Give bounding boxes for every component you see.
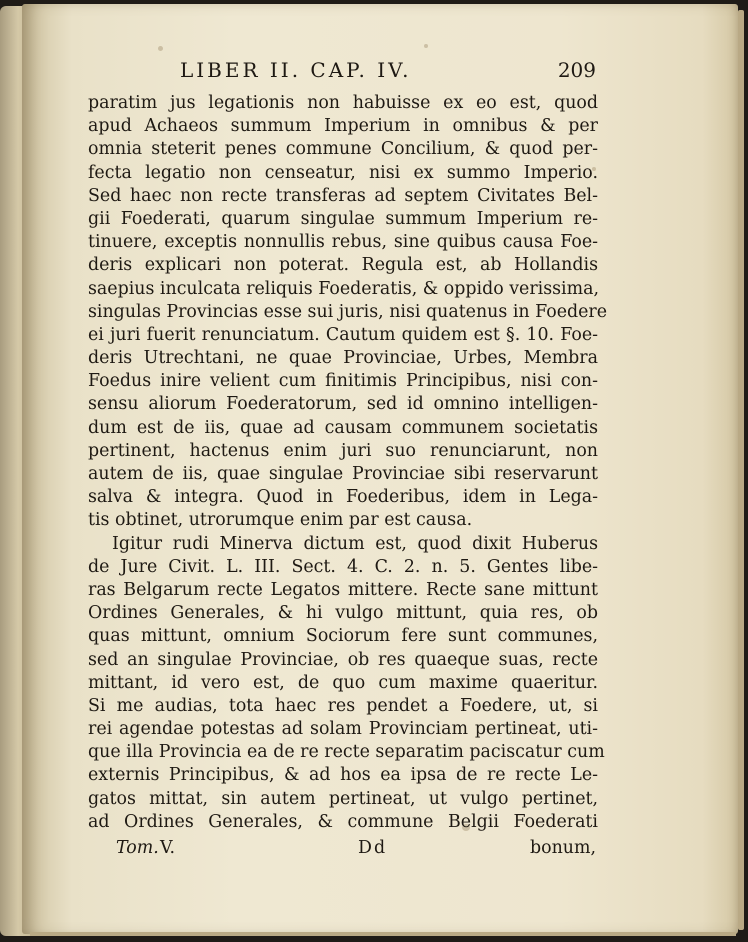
text-line: ad Ordines Generales, & commune Belgii Foederati [88,811,598,832]
page-footer [88,838,598,864]
text-line: rei agendae potestas ad solam Provinciam pertineat, uti- [88,719,598,740]
volume-signature: Tom. [116,838,159,858]
text-line: gatos mittat, sin autem pertineat, ut vulgo pertinet, [88,788,598,809]
text-line: gii Foederati, quarum singulae summum Imperium re- [88,208,598,229]
foxing-spot [424,44,428,48]
text-line: autem de iis, quae singulae Provinciae sibi reservarunt [88,464,598,484]
text-line: ras Belgarum recte Legatos mittere. Recte sane mittunt [88,579,598,600]
text-line: ei juri fuerit renunciatum. Cautum quidem est §. 10. Foe- [88,324,598,345]
text-line: fecta legatio non censeatur, nisi ex summo Imperio. [88,162,598,183]
right-page-edge [738,10,744,930]
text-line: sed an singulae Provinciae, ob res quaeque suas, recte [88,649,598,670]
page-header [88,56,598,86]
page-number: 209 [557,58,596,82]
volume-number: V. [160,838,176,858]
text-line: apud Achaeos summum Imperium in omnibus & per [88,116,598,137]
text-line: saepius inculcata reliquis Foederatis, & oppido verissima, [88,278,600,299]
body-text [88,92,608,834]
foxing-spot [158,46,163,51]
text-line: salva & integra. Quod in Foederibus, idem in Lega- [88,487,598,508]
text-line: Foedus inire velient cum finitimis Principibus, nisi con- [88,371,598,392]
bottom-page-edge [30,932,736,936]
catchword: bonum, [529,838,596,858]
text-line: sensu aliorum Foederatorum, sed id omnino intelligen- [88,394,598,415]
text-line: tis obtinet, utrorumque enim par est causa. [88,510,473,531]
running-title: LIBER II. CAP. IV. [180,58,412,82]
text-line: omnia steterit penes commune Concilium, & quod per- [88,139,598,160]
text-line: de Jure Civit. L. III. Sect. 4. C. 2. n. 5. Gentes libe- [88,556,598,577]
paragraph-start-line: Igitur rudi Minerva dictum est, quod dixit Huberus [112,533,598,554]
text-line: Sed haec non recte transferas ad septem Civitates Bel- [88,185,598,206]
text-line: quas mittunt, omnium Sociorum fere sunt communes, [88,626,598,647]
text-line: Ordines Generales, & hi vulgo mittunt, quia res, ob [88,603,598,624]
text-line: tinuere, exceptis nonnullis rebus, sine quibus causa Foe- [88,232,598,253]
text-line: externis Principibus, & ad hos ea ipsa de re recte Le- [88,765,598,786]
text-line: Si me audias, tota haec res pendet a Foedere, ut, si [88,695,598,716]
text-line: dum est de iis, quae ad causam communem societatis [88,417,598,438]
page-text [88,56,608,864]
text-line: deris Utrechtani, ne quae Provinciae, Urbes, Membra [88,348,598,369]
text-line: paratim jus legationis non habuisse ex eo est, quod [88,93,598,113]
text-line: deris explicari non poterat. Regula est, ab Hollandis [88,255,598,276]
text-line: pertinent, hactenus enim juri suo renunciarunt, non [88,440,598,461]
text-line: que illa Provincia ea de re recte separatim paciscatur cum [88,742,605,763]
text-line: mittant, id vero est, de quo cum maxime quaeritur. [88,672,598,693]
text-line: singulas Provincias esse sui juris, nisi quatenus in Foedere [88,301,608,322]
gathering-mark: Dd [358,838,388,858]
